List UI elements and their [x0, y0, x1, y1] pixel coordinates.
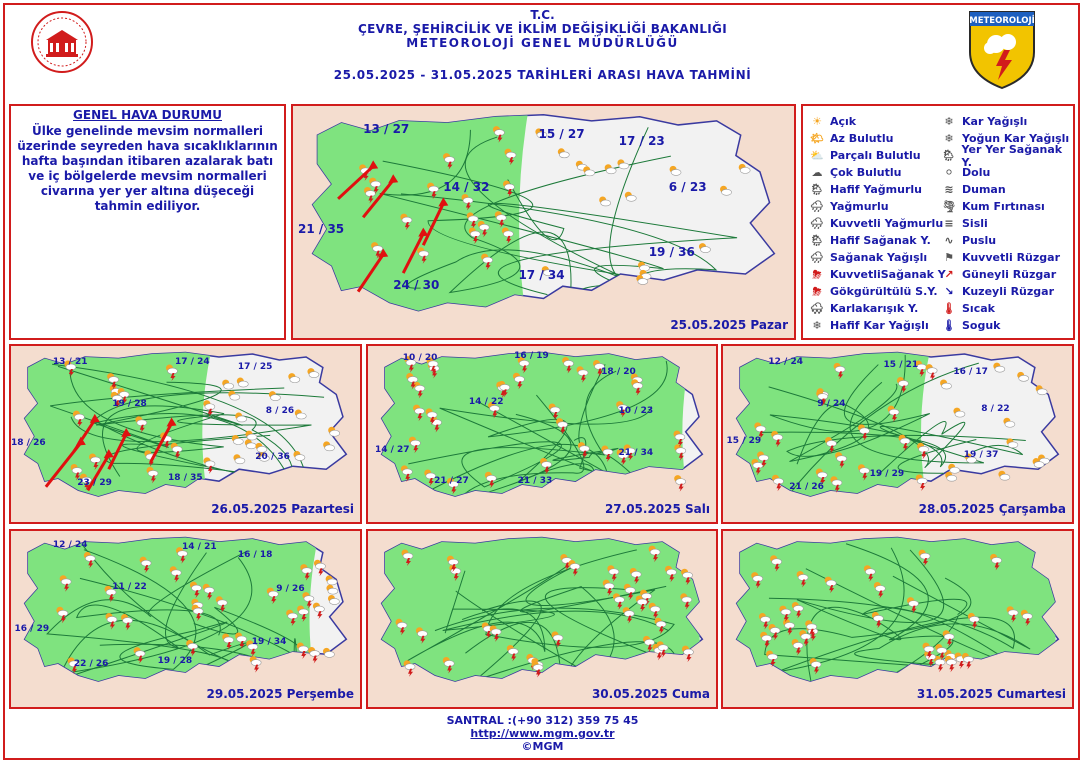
temperature-label: 9 / 26: [276, 583, 305, 594]
cloudy-icon: ☁: [811, 166, 823, 179]
temperature-label: 17 / 34: [518, 268, 565, 283]
temperature-label: 16 / 17: [953, 367, 988, 378]
temperature-label: 14 / 27: [374, 444, 410, 455]
legend-label: Gökgürültülü S.Y.: [830, 285, 938, 298]
turkey-map: [368, 346, 716, 522]
partly-cloudy-icon: ⛅: [810, 149, 824, 162]
temperature-label: 17 / 25: [237, 361, 273, 372]
temperature-label: 21 / 27: [434, 476, 469, 487]
legend-item: [941, 266, 1073, 283]
turkey-map: [723, 346, 1072, 522]
north-wind-icon: ↘: [944, 285, 954, 298]
partly-sunny-icon: 🌤: [810, 132, 824, 145]
general-weather-title: GENEL HAVA DURUMU: [73, 108, 222, 122]
temperature-label: 17 / 23: [618, 133, 665, 148]
temperature-label: 19 / 28: [157, 655, 193, 666]
header-ministry: ÇEVRE, ŞEHİRCİLİK VE İKLİM DEĞİŞİKLİĞİ BAKANLIĞI: [358, 22, 727, 36]
partly-sunny-icon: [998, 471, 1010, 481]
legend-item: [809, 113, 946, 130]
temperature-label: 20 / 36: [255, 451, 290, 462]
legend-item: [809, 232, 946, 249]
legend-label: Yer Yer Sağanak Y.: [961, 142, 1063, 169]
scattered-shower-icon: 🌦: [941, 149, 956, 162]
legend-label: Duman: [962, 183, 1006, 196]
legend-label: Kuzeyli Rüzgar: [962, 285, 1054, 298]
temperature-label: 21 / 33: [517, 476, 553, 487]
map-date-label: 27.05.2025 Salı: [604, 502, 710, 516]
legend-label: Açık: [830, 115, 857, 128]
map-day-7: [721, 529, 1074, 709]
legend-label: Kar Yağışlı: [962, 115, 1028, 128]
temperature-label: 13 / 21: [52, 356, 88, 367]
south-wind-icon: ↗: [944, 268, 954, 281]
map-date-label: 25.05.2025 Pazar: [670, 318, 788, 332]
legend-label: Yağmurlu: [830, 200, 889, 213]
sleet-icon: 🌨: [810, 302, 824, 315]
footer-website-link[interactable]: http://www.mgm.gov.tr: [470, 727, 615, 740]
partly-sunny-icon: [328, 427, 340, 437]
sandstorm-icon: 🌪: [942, 200, 956, 213]
legend-item: [809, 300, 946, 317]
temperature-label: 19 / 37: [963, 449, 999, 460]
heavy-snow-icon: ❄: [944, 132, 954, 145]
temperature-label: 19 / 28: [112, 398, 147, 409]
legend-item: [809, 164, 946, 181]
header-tc: T.C.: [530, 8, 555, 22]
legend-item: [809, 283, 946, 300]
map-date-label: 30.05.2025 Cuma: [591, 687, 710, 701]
header-directorate: METEOROLOJİ GENEL MÜDÜRLÜĞÜ: [406, 36, 679, 50]
temperature-label: 21 / 34: [618, 448, 654, 459]
sun-icon: ☀: [812, 115, 822, 128]
temperature-label: 10 / 23: [618, 405, 654, 416]
temperature-label: 21 / 26: [789, 481, 824, 492]
map-day-4: [721, 344, 1074, 524]
temperature-label: 10 / 20: [402, 353, 438, 364]
legend-item: [941, 113, 1073, 130]
legend-label: KuvvetliSağanak Y: [830, 268, 946, 281]
legend-item: [809, 181, 946, 198]
temperature-label: 13 / 27: [363, 122, 410, 137]
map-day-3: [366, 344, 718, 524]
legend-label: Puslu: [962, 234, 997, 247]
temperature-label: 9 / 24: [817, 398, 846, 409]
general-weather-text: Ülke genelinde mevsim normalleri üzerinde seyreden hava sıcaklıklarının hafta başından itibaren azalarak batı ve iç bölgelerde mevsim normalleri civarına yer yer altına düşeceği tahmin ediliyor.: [17, 124, 278, 213]
legend-item: [941, 142, 1073, 169]
temperature-label: 19 / 34: [251, 636, 287, 647]
cold-icon: 🌡: [942, 319, 956, 332]
temperature-label: 17 / 24: [175, 356, 210, 367]
temperature-label: 16 / 18: [237, 550, 273, 561]
light-rain-icon: 🌦: [810, 183, 824, 196]
temperature-label: 12 / 24: [52, 539, 88, 550]
map-date-label: 26.05.2025 Pazartesi: [211, 502, 354, 516]
legend-label: Kuvvetli Yağmurlu: [830, 217, 944, 230]
legend-item: [941, 198, 1073, 215]
temperature-label: 8 / 22: [981, 404, 1010, 415]
temperature-label: 16 / 19: [514, 351, 549, 362]
mgm-logo-icon: [966, 8, 1038, 90]
temperature-label: 14 / 21: [182, 541, 217, 552]
temperature-label: 14 / 22: [468, 397, 504, 408]
temperature-label: 18 / 26: [11, 437, 46, 448]
legend-label: Çok Bulutlu: [830, 166, 902, 179]
temperature-label: 6 / 23: [668, 180, 707, 195]
shower-icon: 🌧: [810, 251, 824, 264]
turkey-map: [11, 346, 360, 522]
thunderstorm-icon: [674, 475, 686, 492]
temperature-label: 24 / 30: [393, 277, 440, 292]
legend-label: Karlakarışık Y.: [830, 302, 919, 315]
temperature-label: 18 / 20: [601, 367, 636, 378]
turkey-map: [368, 531, 716, 707]
hail-icon: ⚪: [944, 166, 954, 179]
temperature-label: 8 / 26: [265, 405, 295, 416]
temperature-label: 19 / 36: [648, 245, 695, 260]
map-day-6: [366, 529, 718, 709]
temperature-label: 22 / 26: [73, 659, 109, 670]
legend-label: Sisli: [962, 217, 988, 230]
partly-sunny-icon: [326, 575, 338, 585]
legend-label: Kuvvetli Rüzgar: [962, 251, 1061, 264]
temperature-label: 14 / 32: [443, 180, 490, 195]
temperature-label: 15 / 21: [883, 360, 919, 371]
legend-item: [941, 317, 1073, 334]
page-footer: [0, 714, 1085, 753]
legend-item: [809, 266, 946, 283]
legend-label: Yoğun Kar Yağışlı: [962, 132, 1070, 145]
smoke-icon: ≋: [944, 183, 954, 196]
light-shower-icon: 🌦: [810, 234, 824, 247]
temperature-label: 16 / 29: [14, 624, 50, 635]
legend-label: Hafif Sağanak Y.: [830, 234, 931, 247]
header-forecast-range: 25.05.2025 - 31.05.2025 TARİHLERİ ARASI HAVA TAHMİNİ: [333, 68, 752, 82]
map-date-label: 29.05.2025 Perşembe: [206, 687, 354, 701]
footer-phone: SANTRAL :(+90 312) 359 75 45: [446, 714, 639, 727]
strong-wind-icon: ⚑: [944, 251, 954, 264]
map-date-label: 28.05.2025 Çarşamba: [918, 502, 1066, 516]
legend-label: Sağanak Yağışlı: [830, 251, 928, 264]
map-day-1: [291, 104, 796, 340]
legend-item: [941, 215, 1073, 232]
legend-label: Parçalı Bulutlu: [830, 149, 921, 162]
partly-sunny-icon: [1036, 385, 1048, 395]
fog-icon: ≡: [944, 217, 954, 230]
temperature-label: 15 / 27: [538, 126, 585, 141]
footer-copyright: ©MGM: [521, 740, 564, 753]
legend-label: Kum Fırtınası: [962, 200, 1045, 213]
heavy-shower-icon: ⛈: [812, 267, 822, 281]
snow-icon: ❄: [944, 115, 954, 128]
legend-item: [941, 283, 1073, 300]
temperature-label: 11 / 22: [112, 582, 147, 593]
legend-item: [941, 232, 1073, 249]
legend-label: Sıcak: [962, 302, 995, 315]
heavy-rain-icon: 🌧: [810, 217, 824, 230]
legend-label: Soguk: [962, 319, 1001, 332]
legend-label: Dolu: [962, 166, 991, 179]
legend-left-column: [809, 113, 946, 334]
legend-item: [809, 317, 946, 334]
legend-label: Güneyli Rüzgar: [962, 268, 1057, 281]
rain-area: [11, 346, 212, 522]
legend-item: [941, 249, 1073, 266]
legend-item: [809, 215, 946, 232]
map-date-label: 31.05.2025 Cumartesi: [916, 687, 1066, 701]
page-header: [0, 8, 1085, 82]
thunderstorm-icon: [250, 656, 262, 673]
temperature-label: 12 / 24: [768, 356, 803, 367]
light-snow-icon: ❄: [812, 319, 822, 332]
map-day-2: [9, 344, 362, 524]
rain-area: [368, 346, 692, 522]
general-weather-panel: [9, 104, 286, 340]
svg-text:METEOROLOJİ: METEOROLOJİ: [969, 16, 1035, 26]
legend-label: Az Bulutlu: [830, 132, 894, 145]
hot-icon: 🌡: [942, 302, 956, 315]
map-day-5: [9, 529, 362, 709]
legend-item: [941, 300, 1073, 317]
temperature-label: 18 / 35: [168, 472, 203, 483]
temperature-label: 19 / 29: [869, 469, 905, 480]
legend-item: [809, 147, 946, 164]
legend-item: [941, 181, 1073, 198]
temperature-label: 21 / 35: [298, 222, 345, 236]
legend-item: [809, 249, 946, 266]
turkey-map: [11, 531, 360, 707]
temperature-label: 15 / 29: [726, 435, 762, 446]
legend-right-column: [941, 113, 1073, 334]
legend-item: [809, 198, 946, 215]
haze-icon: ∿: [944, 234, 954, 247]
rain-icon: 🌧: [810, 200, 824, 213]
turkey-map: [723, 531, 1072, 707]
legend-item: [809, 130, 946, 147]
temperature-label: 23 / 29: [77, 478, 112, 488]
legend-label: Hafif Kar Yağışlı: [830, 319, 929, 332]
rain-area: [11, 531, 320, 707]
legend-panel: [801, 104, 1075, 340]
thunderstorm-icon: ⛈: [812, 284, 822, 298]
legend-label: Hafif Yağmurlu: [830, 183, 922, 196]
